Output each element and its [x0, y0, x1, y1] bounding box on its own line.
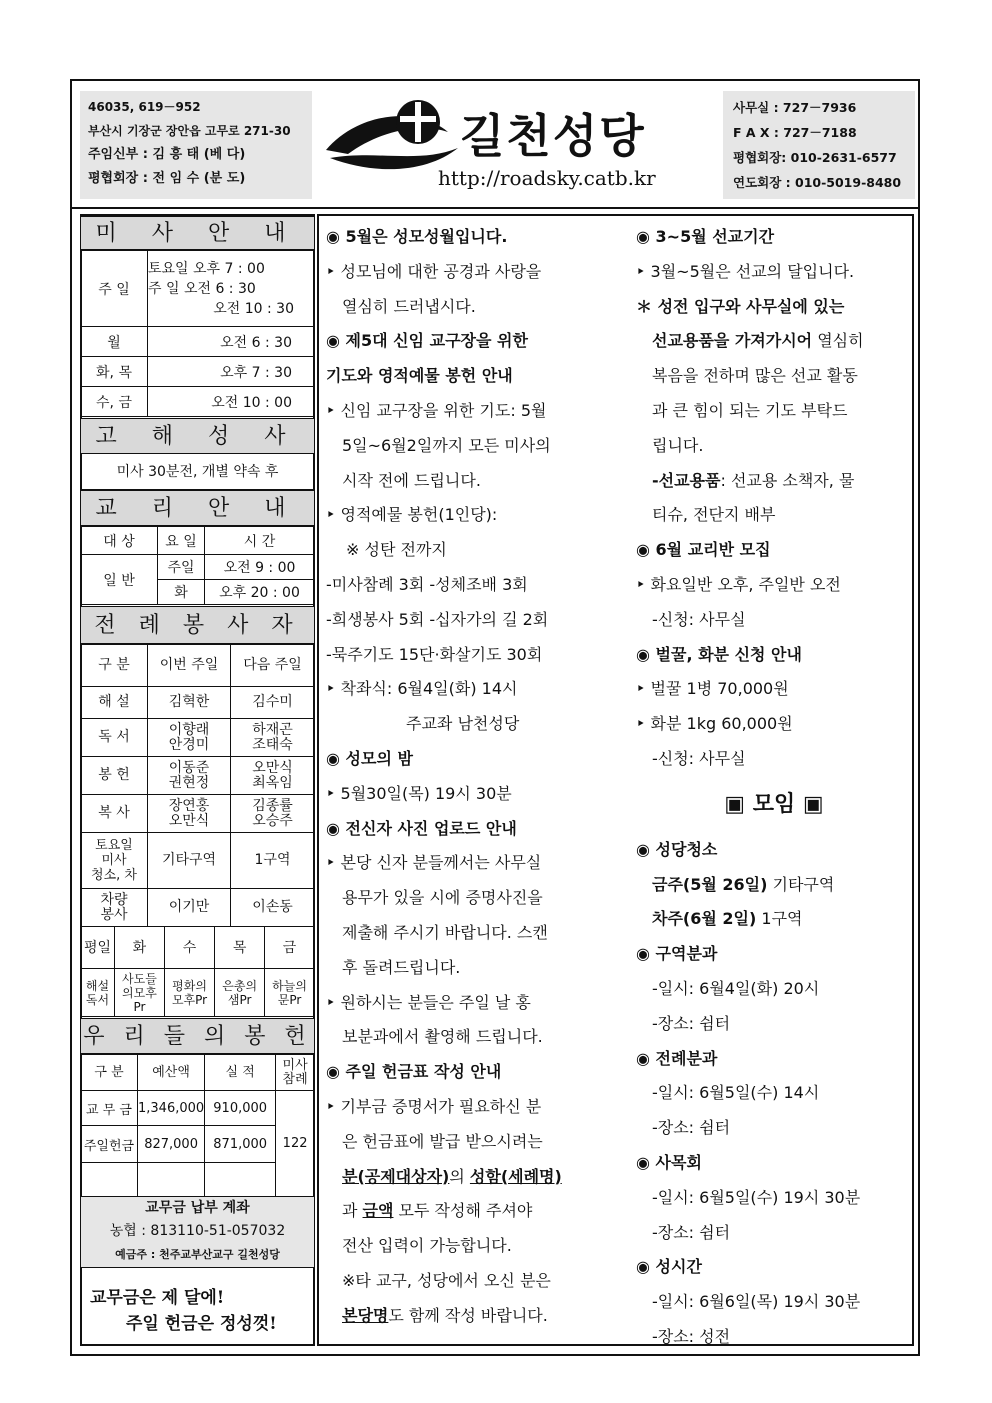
lit-this: 이동준 권현정: [148, 757, 231, 795]
website-link[interactable]: http://roadsky.catb.kr: [438, 166, 656, 190]
church-title: 길천성당: [460, 109, 646, 163]
cat-day: 화: [158, 580, 205, 605]
off-actual: 871,000: [205, 1126, 276, 1163]
text-line: [326, 1160, 616, 1195]
lit-role: 해 설: [81, 687, 148, 719]
off-label: 주일헌금: [81, 1126, 138, 1163]
youth-phone: 연도회장 : 010-5019-8480: [733, 175, 902, 190]
meeting-heading: ▣ 모임 ▣: [724, 791, 824, 817]
cat-day: 주일: [158, 555, 205, 580]
emph: 금주(5월 26일): [652, 874, 768, 894]
account-number: 농협 : 813110-51-057032: [109, 1223, 286, 1239]
text-line: -묵주기도 15단·화살기도 30회: [326, 644, 543, 664]
text-line: [636, 902, 912, 937]
off-actual: 910,000: [205, 1091, 276, 1126]
text-line: ‣ 착좌식: 6월4일(화) 14시: [326, 679, 518, 699]
fax: F A X : 727－7188: [733, 125, 857, 140]
mass-day: 수, 금: [81, 387, 148, 417]
text-line: -일시: 6월6일(목) 19시 30분: [652, 1292, 861, 1312]
section-title: ◉ 사목회: [636, 1152, 702, 1172]
catechism-table: [80, 526, 315, 605]
text-line: ‣ 화분 1kg 60,000원: [636, 714, 793, 734]
section-title: ◉ 성당청소: [636, 839, 718, 859]
account-holder: 예금주 : 천주교부산교구 길천성당: [115, 1248, 280, 1261]
lit-next: 김수미: [231, 687, 315, 719]
text-line: ‣ 성모님에 대한 공경과 사랑을: [326, 261, 542, 281]
wk-col: 목: [215, 927, 265, 969]
cat-group: 일 반: [81, 555, 158, 605]
mass-day: 화, 목: [81, 357, 148, 387]
section-title: 기도와 영적예물 봉헌 안내: [326, 366, 513, 386]
text-line: ※ 성탄 전까지: [346, 540, 447, 560]
account-box: [81, 1197, 314, 1268]
text-line: -희생봉사 5회 -십자가의 길 2회: [326, 609, 549, 629]
section-title: ◉ 제5대 신임 교구장을 위한: [326, 331, 528, 351]
lit-next: 이손동: [231, 889, 315, 927]
text-line: [636, 324, 912, 359]
text-line: 은 헌금표에 발급 받으시려는: [342, 1131, 543, 1151]
mass-sun2: 오전 10 : 30: [213, 300, 294, 317]
lit-col: 구 분: [81, 645, 148, 687]
slogan-2: 주일 헌금은 정성껏!: [126, 1314, 277, 1334]
wk-col: 평일: [81, 927, 115, 969]
wk-cell: 평화의 모후Pr: [164, 969, 214, 1017]
text-line: 과 큰 힘이 되는 기도 부탁드: [652, 400, 848, 420]
text-line: [636, 464, 912, 499]
text-line: ‣ 3월~5월은 선교의 달입니다.: [636, 261, 855, 281]
section-title: ◉ 성시간: [636, 1257, 702, 1277]
text-line: 제출해 주시기 바랍니다. 스캔: [342, 922, 548, 942]
text-line: ‣ 원하시는 분들은 주일 날 홍: [326, 992, 531, 1012]
cat-time: 오후 20 : 00: [205, 580, 315, 605]
text: 과: [342, 1201, 363, 1221]
cat-col: 대 상: [81, 527, 158, 555]
text-line: -장소: 쉼터: [652, 1013, 731, 1033]
mass-sat: 토요일 오후 7 : 00: [148, 260, 265, 277]
text-line: ‣ 본당 신자 분들께서는 사무실: [326, 853, 542, 873]
text-line: ‣ 영적예물 봉헌(1인당):: [326, 505, 498, 525]
confession-heading: 고 해 성 사: [80, 418, 315, 454]
wk-cell: 하늘의 문Pr: [265, 969, 315, 1017]
liturgy-heading: 전 례 봉 사 자: [80, 606, 315, 644]
section-title: ◉ 3~5월 선교기간: [636, 227, 775, 246]
text: 모두 작성해 주셔야: [393, 1201, 533, 1221]
off-col: 미사 참례: [276, 1055, 315, 1091]
mass-sunday-label: 주 일: [81, 251, 148, 327]
mass-sun1: 주 일 오전 6 : 30: [148, 280, 256, 297]
text-line: 보분과에서 촬영해 드립니다.: [342, 1027, 543, 1047]
pastor: 주임신부 : 김 흥 태 (베 다): [88, 147, 246, 162]
header-left-box: [80, 91, 312, 199]
lit-this: 장연홍 오만식: [148, 795, 231, 833]
text: : 선교용 소책자, 물: [720, 470, 855, 490]
text: 의: [449, 1166, 470, 1186]
text-line: 복음을 전하며 많은 선교 활동: [652, 366, 858, 386]
text-line: [636, 868, 912, 903]
postal-code: 46035, 619－952: [88, 100, 201, 114]
liturgy-table: [80, 644, 315, 927]
section-title: ◉ 구역분과: [636, 944, 718, 964]
lit-role: 차량 봉사: [81, 889, 148, 927]
offering-heading: 우 리 들 의 봉 헌: [80, 1018, 315, 1054]
section-title: ◉ 전례분과: [636, 1048, 718, 1068]
emph: 성함(세례명): [469, 1166, 562, 1186]
attendance: 122: [276, 1091, 315, 1197]
lit-this: 김혁한: [148, 687, 231, 719]
lit-role: 복 사: [81, 795, 148, 833]
wk-cell: 은총의 샘Pr: [215, 969, 265, 1017]
slogan-1: 교무금은 제 달에!: [90, 1288, 225, 1308]
lit-this: 이기만: [148, 889, 231, 927]
right-column: [636, 220, 912, 1355]
confession-text: 미사 30분전, 개별 약속 후: [80, 454, 315, 490]
lit-next: 김종률 오승주: [231, 795, 315, 833]
wk-col: 수: [164, 927, 214, 969]
address: 부산시 기장군 장안읍 고무로 271-30: [88, 124, 291, 138]
header-right-box: [723, 91, 915, 199]
text-line: ‣ 신임 교구장을 위한 기도: 5월: [326, 400, 547, 420]
text-line: ＊ 성전 입구와 사무실에 있는: [636, 296, 845, 316]
lit-role: 독 서: [81, 719, 148, 757]
emph: 차주(6월 2일): [652, 909, 757, 929]
text-line: -일시: 6월4일(화) 20시: [652, 978, 820, 998]
text-line: -일시: 6월5일(수) 19시 30분: [652, 1187, 861, 1207]
emph: 금액: [362, 1201, 394, 1221]
section-title: ◉ 6월 교리반 모집: [636, 540, 771, 560]
header-divider: [70, 207, 920, 209]
lit-this: 이향래 안경미: [148, 719, 231, 757]
office-phone: 사무실 : 727－7936: [733, 100, 857, 115]
section-title: ◉ 전신자 사진 업로드 안내: [326, 818, 517, 838]
text: 1구역: [756, 909, 803, 929]
council-chair: 평협회장 : 전 임 수 (분 도): [88, 171, 246, 186]
off-budget: 1,346,000: [138, 1091, 205, 1126]
text-line: -신청: 사무실: [652, 609, 746, 629]
section-title: ◉ 5월은 성모성월입니다.: [326, 227, 508, 246]
off-col: 구 분: [81, 1055, 138, 1091]
text: 기타구역: [767, 874, 835, 894]
text-line: 시작 전에 드립니다.: [342, 470, 481, 490]
catechism-heading: 교 리 안 내: [80, 490, 315, 526]
chair-phone: 평협회장: 010-2631-6577: [733, 150, 897, 165]
lit-next: 1구역: [231, 833, 315, 889]
cat-time: 오전 9 : 00: [205, 555, 315, 580]
text-line: 립니다.: [652, 435, 704, 455]
weekday-table: [80, 926, 315, 1017]
text-line: -일시: 6월5일(수) 14시: [652, 1083, 820, 1103]
off-col: 실 적: [205, 1055, 276, 1091]
lit-col: 이번 주일: [148, 645, 231, 687]
text-line: -미사참례 3회 -성체조배 3회: [326, 574, 528, 594]
wk-col: 화: [115, 927, 165, 969]
emph: 선교용품을 가져가시어: [652, 331, 813, 351]
text-line: [326, 1194, 616, 1229]
lit-this: 기타구역: [148, 833, 231, 889]
lit-role: 봉 헌: [81, 757, 148, 795]
text-line: -신청: 사무실: [652, 748, 746, 768]
wk-cell: 해설 독서: [81, 969, 115, 1017]
text-line: 열심히 드러냅시다.: [342, 296, 476, 316]
text-line: -장소: 쉼터: [652, 1118, 731, 1138]
offering-table: [80, 1054, 315, 1197]
off-budget: 827,000: [138, 1126, 205, 1163]
lit-role: 토요일 미사 청소, 차: [81, 833, 148, 889]
emph: 분(공제대상자): [342, 1166, 450, 1186]
lit-next: 오만식 최옥임: [231, 757, 315, 795]
text-line: ‣ 벌꿀 1병 70,000원: [636, 679, 789, 699]
text-line: 5일~6월2일까지 모든 미사의: [342, 435, 551, 455]
account-title: 교무금 납부 계좌: [145, 1200, 250, 1216]
text-line: ※타 교구, 성당에서 오신 분은: [342, 1270, 551, 1290]
mass-time: 오전 6 : 30: [148, 327, 315, 357]
text-line: ‣ 화요일반 오후, 주일반 오전: [636, 574, 841, 594]
text: 도 함께 작성 바랍니다.: [388, 1305, 548, 1325]
text-line: 용무가 있을 시에 증명사진을: [342, 888, 543, 908]
mass-heading: 미 사 안 내: [80, 216, 315, 250]
lit-next: 하재곤 조태숙: [231, 719, 315, 757]
section-title: ◉ 벌꿀, 화분 신청 안내: [636, 644, 802, 664]
text-line: 후 돌려드립니다.: [342, 957, 461, 977]
cat-col: 요 일: [158, 527, 205, 555]
mass-time: 오후 7 : 30: [148, 357, 315, 387]
text-line: -장소: 성전: [652, 1326, 731, 1346]
wk-col: 금: [265, 927, 315, 969]
lit-col: 다음 주일: [231, 645, 315, 687]
mass-time: 오전 10 : 00: [148, 387, 315, 417]
text-line: 주교좌 남천성당: [406, 714, 520, 734]
text-line: ‣ 기부금 증명서가 필요하신 분: [326, 1096, 542, 1116]
emph: 본당명: [342, 1305, 389, 1325]
wk-cell: 사도들 의모후 Pr: [115, 969, 165, 1017]
mass-table: [80, 250, 315, 417]
off-col: 예산액: [138, 1055, 205, 1091]
text: 열심히: [812, 331, 864, 351]
text-line: -장소: 쉼터: [652, 1222, 731, 1242]
section-title: ◉ 주일 헌금표 작성 안내: [326, 1062, 502, 1082]
section-title: ◉ 성모의 밤: [326, 748, 413, 768]
text-line: ‣ 5월30일(목) 19시 30분: [326, 783, 512, 803]
emph: -선교용품: [652, 470, 721, 490]
middle-column: [326, 220, 616, 1334]
cat-col: 시 간: [205, 527, 315, 555]
text-line: [326, 1299, 616, 1334]
off-label: 교 무 금: [81, 1091, 138, 1126]
mass-day: 월: [81, 327, 148, 357]
text-line: 전산 입력이 가능합니다.: [342, 1236, 512, 1256]
text-line: 티슈, 전단지 배부: [652, 505, 776, 525]
